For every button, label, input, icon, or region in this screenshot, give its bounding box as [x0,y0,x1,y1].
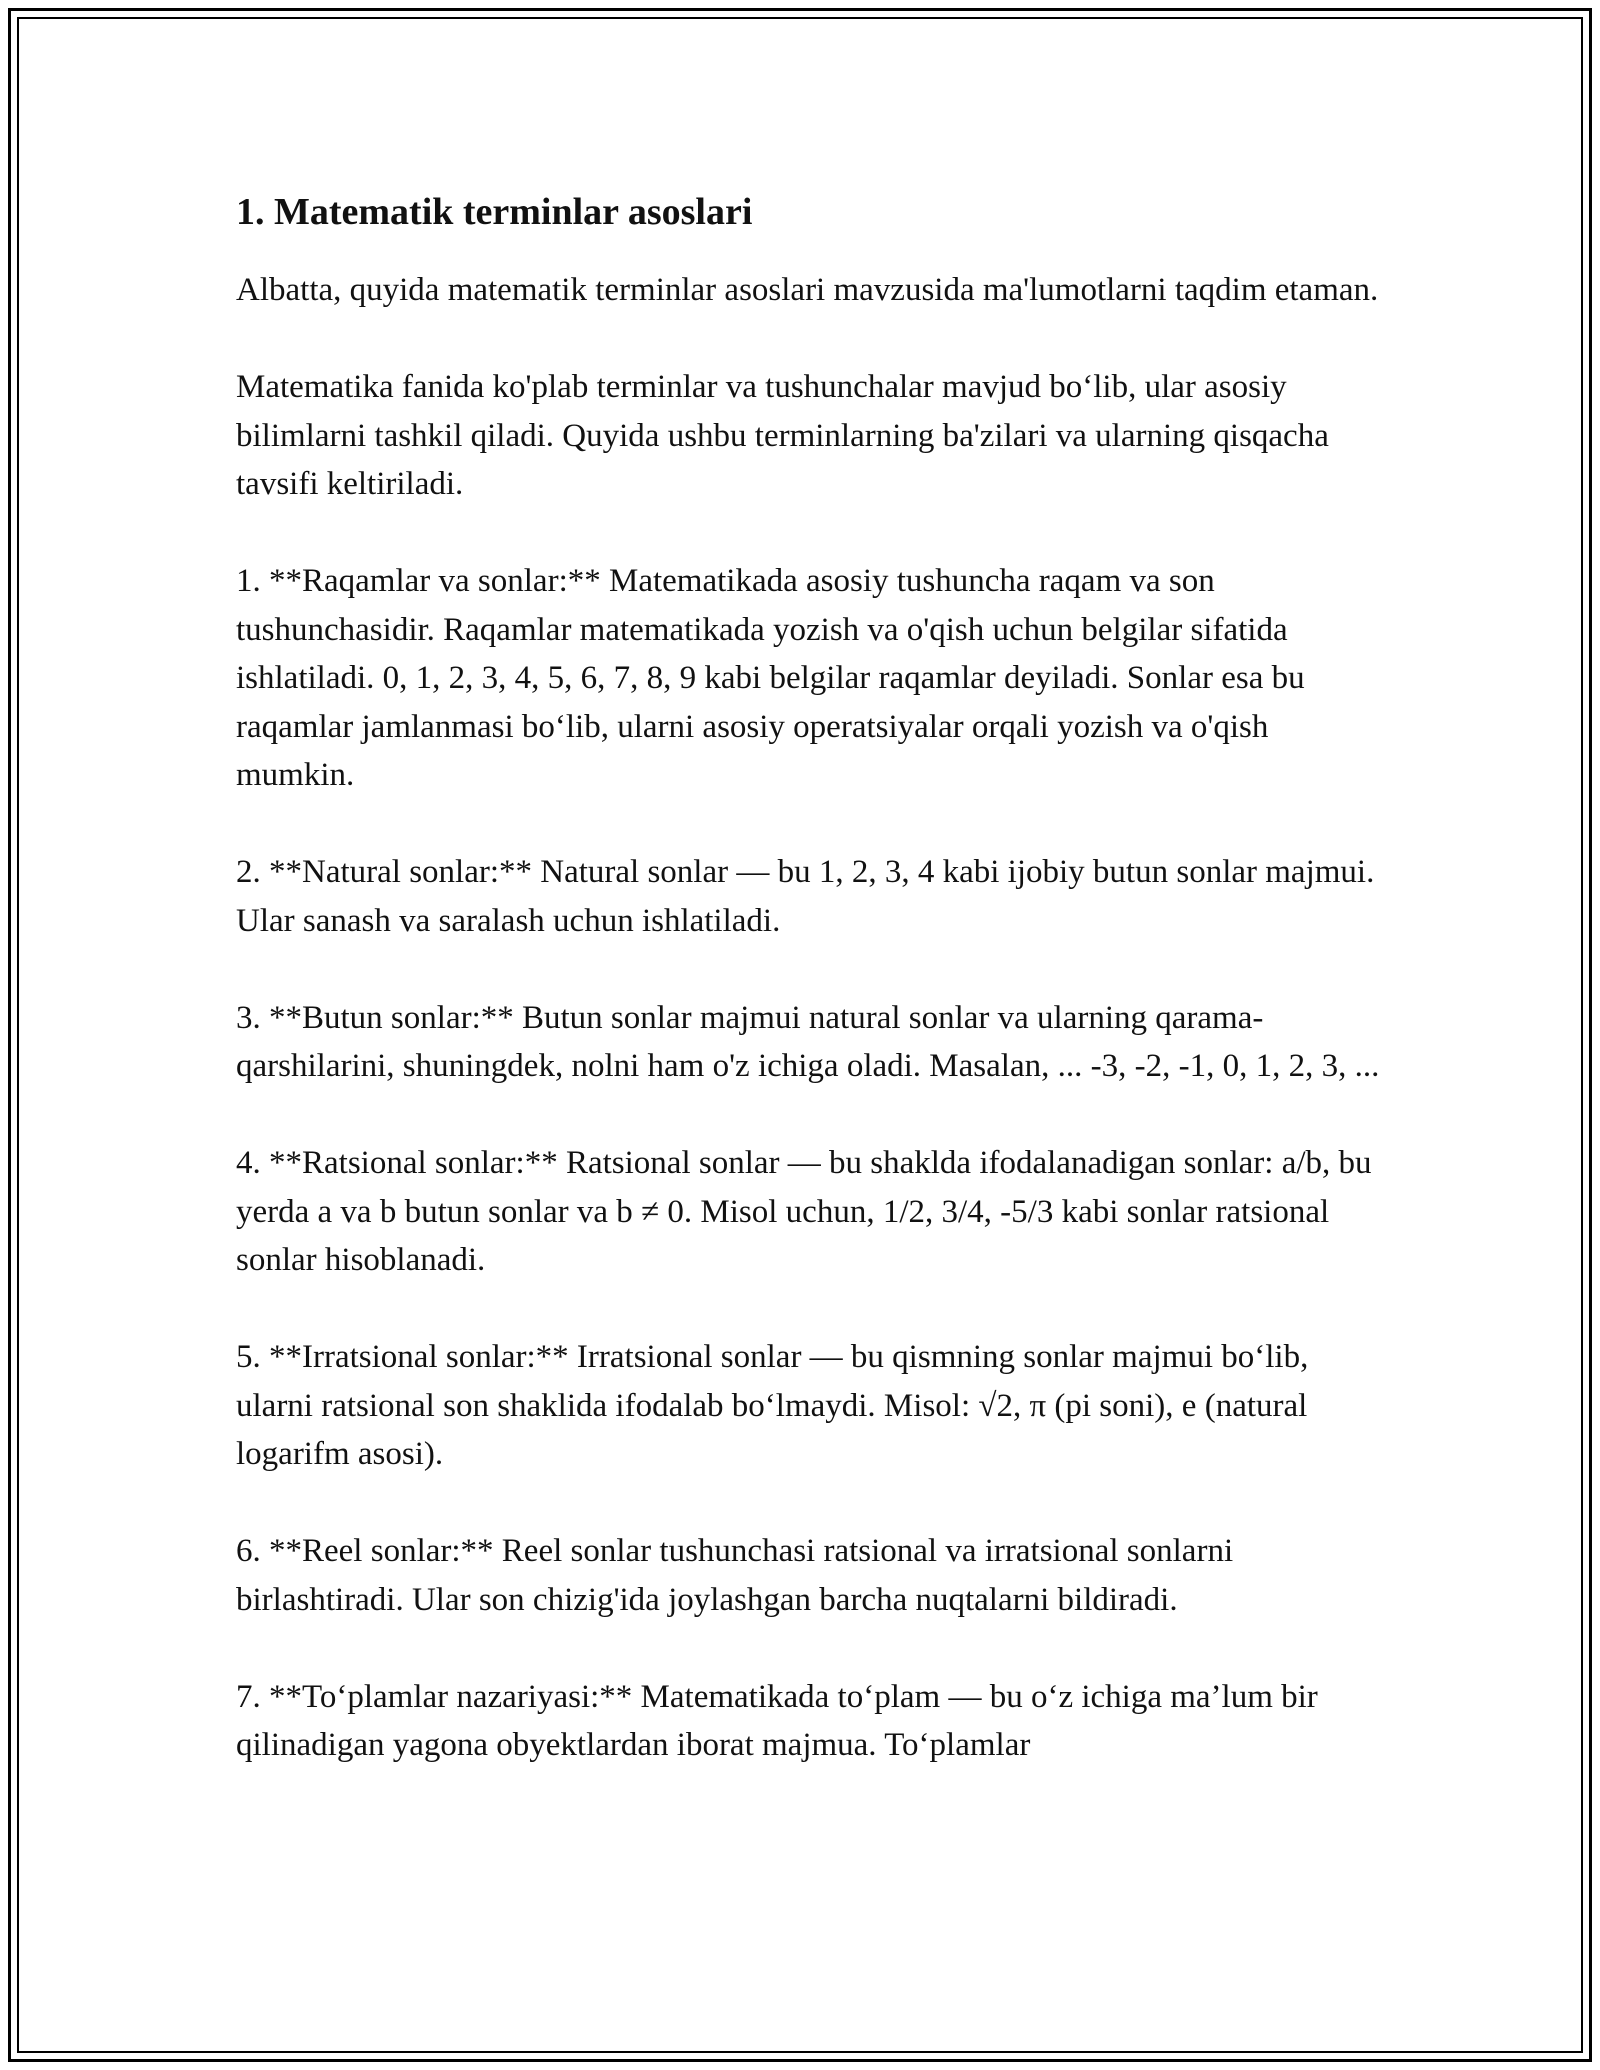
overview-paragraph: Matematika fanida ko'plab terminlar va tushunchalar mavjud bo‘lib, ular asosiy bilimlarni tashkil qiladi. Quyida ushbu terminlarning ba'zilari va ularning qisqacha tavsifi keltiriladi. [236,369,1329,502]
section-heading: 1. Matematik terminlar asoslari [236,191,753,233]
item-ratsional-sonlar: 4. **Ratsional sonlar:** Ratsional sonlar — bu shaklda ifodalanadigan sonlar: a/b, bu yerda a va b butun sonlar va b ≠ 0. Misol uchun, 1/2, 3/4, -5/3 kabi sonlar ratsional sonlar hisoblanadi. [236,1145,1372,1278]
item-natural-sonlar: 2. **Natural sonlar:** Natural sonlar — bu 1, 2, 3, 4 kabi ijobiy butun sonlar majmui. Ular sanash va saralash uchun ishlatiladi. [236,854,1375,939]
intro-paragraph: Albatta, quyida matematik terminlar asoslari mavzusida ma'lumotlarni taqdim etaman. [236,272,1379,308]
item-toplamlar-nazariyasi: 7. **To‘plamlar nazariyasi:** Matematikada to‘plam — bu o‘z ichiga ma’lum bir qilinadigan yagona obyektlardan iborat majmua. To‘plamlar [236,1678,1318,1763]
item-irratsional-sonlar: 5. **Irratsional sonlar:** Irratsional sonlar — bu qismning sonlar majmui bo‘lib, ularni ratsional son shaklida ifodalab bo‘lmaydi. Misol: √2, π (pi soni), e (natural logarifm asosi). [236,1339,1309,1472]
item-butun-sonlar: 3. **Butun sonlar:** Butun sonlar majmui natural sonlar va ularning qarama-qarshilarini, shuningdek, nolni ham o'z ichiga oladi. Masalan, ... -3, -2, -1, 0, 1, 2, 3, ... [236,999,1380,1084]
item-raqamlar-va-sonlar: 1. **Raqamlar va sonlar:** Matematikada asosiy tushuncha raqam va son tushunchasidir. Raqamlar matematikada yozish va o'qish uchun belgilar sifatida ishlatiladi. 0, 1, 2, 3, 4, 5, 6, 7, 8, 9 kabi belgilar raqamlar deyiladi. Sonlar esa bu raqamlar jamlanmasi bo‘lib, ularni asosiy operatsiyalar orqali yozish va o'qish mumkin. [236,563,1305,793]
item-reel-sonlar: 6. **Reel sonlar:** Reel sonlar tushunchasi ratsional va irratsional sonlarni birlashtiradi. Ular son chizig'ida joylashgan barcha nuqtalarni bildiradi. [236,1533,1234,1618]
document-body [236,188,1386,1770]
